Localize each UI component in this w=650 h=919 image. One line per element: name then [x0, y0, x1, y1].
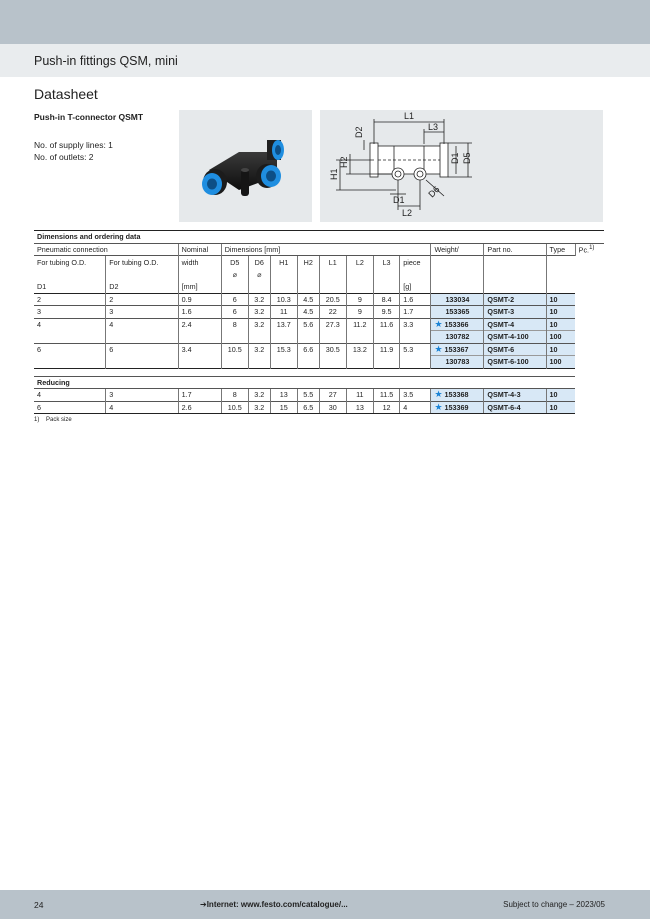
cell-pc: 10 — [546, 306, 575, 319]
cell-l3: 8.4 — [373, 293, 399, 306]
cell-l1: 30 — [319, 401, 346, 414]
cell-nominal-width: 2.6 — [178, 401, 221, 414]
header-row-2 — [34, 256, 604, 269]
cell-weight: 1.6 — [400, 293, 431, 306]
table-row — [34, 401, 604, 414]
table-caption: Dimensions and ordering data — [34, 231, 604, 244]
header-width: width — [178, 256, 221, 269]
table-row — [34, 306, 604, 319]
header-unit-g: [g] — [400, 281, 431, 294]
outlets: No. of outlets: 2 — [34, 152, 94, 162]
cell-d5: 6 — [221, 293, 248, 306]
reducing-label-row — [34, 376, 604, 389]
cell-d2: 6 — [106, 343, 178, 356]
cell-h1: 15 — [270, 401, 297, 414]
product-photo — [179, 110, 312, 222]
cell-h1: 13 — [270, 389, 297, 402]
table-row — [34, 389, 604, 402]
cell-part-no — [431, 318, 484, 331]
header-dia-d5: ⌀ — [221, 268, 248, 281]
cell-d6: 3.2 — [248, 401, 270, 414]
cell-d6: 3.2 — [248, 343, 270, 356]
header-d5: D5 — [221, 256, 248, 269]
header-pneumatic: Pneumatic connection — [34, 243, 178, 256]
dimension-diagram — [320, 110, 603, 222]
star-icon: ★ — [434, 343, 443, 354]
section-title: Datasheet — [34, 86, 98, 102]
header-pc-label: Pc. — [578, 245, 590, 255]
cell-h1: 10.3 — [270, 293, 297, 306]
dimensions-table — [34, 230, 604, 414]
cell-pc: 10 — [546, 343, 575, 356]
label-d1-bottom: D1 — [393, 195, 405, 205]
label-l1: L1 — [404, 111, 415, 121]
table-row — [34, 331, 604, 344]
cell-h2: 6.5 — [297, 401, 319, 414]
cell-weight: 5.3 — [400, 343, 431, 356]
cell-d1: 6 — [34, 343, 106, 356]
footer-note: Subject to change – 2023/05 — [503, 900, 605, 909]
supply-lines: No. of supply lines: 1 — [34, 140, 113, 150]
product-info — [34, 139, 113, 163]
top-band — [0, 0, 650, 44]
header-weight: Weight/ — [431, 243, 484, 256]
cell-d6: 3.2 — [248, 389, 270, 402]
spacer-row — [34, 368, 604, 376]
table-row — [34, 343, 604, 356]
cell-part-no: 133034 — [431, 293, 484, 306]
page-number: 24 — [34, 900, 44, 910]
part-no-value: 153368 — [444, 390, 469, 400]
cell-l2: 13 — [346, 401, 373, 414]
cell-pc: 10 — [546, 293, 575, 306]
header-row-4 — [34, 281, 604, 294]
cell-d6: 3.2 — [248, 293, 270, 306]
footnote-mark: 1) — [34, 417, 40, 423]
cell-h2: 6.6 — [297, 343, 319, 356]
cell-l2: 9 — [346, 306, 373, 319]
cell-h2: 5.5 — [297, 389, 319, 402]
label-l3: L3 — [428, 122, 439, 132]
cell-l3: 9.5 — [373, 306, 399, 319]
table-row — [34, 356, 604, 369]
cell-d1: 2 — [34, 293, 106, 306]
cell-weight: 3.3 — [400, 318, 431, 331]
cell-part-no — [431, 343, 484, 356]
cell-d5: 10.5 — [221, 343, 248, 356]
cell-part-no: 130783 — [431, 356, 484, 369]
footnote — [34, 417, 72, 423]
cell-d1: 3 — [34, 306, 106, 319]
cell-h1: 13.7 — [270, 318, 297, 331]
cell-type: QSMT-2 — [484, 293, 546, 306]
header-d2: D2 — [106, 281, 178, 294]
reducing-label: Reducing — [34, 376, 575, 389]
footnote-text: Pack size — [46, 417, 72, 423]
cell-nominal-width: 1.7 — [178, 389, 221, 402]
header-nominal: Nominal — [178, 243, 221, 256]
cell-l3: 11.6 — [373, 318, 399, 331]
cell-d5: 10.5 — [221, 401, 248, 414]
cell-l1: 22 — [319, 306, 346, 319]
table-row — [34, 318, 604, 331]
cell-d5: 6 — [221, 306, 248, 319]
part-no-value: 153369 — [444, 402, 469, 412]
label-d5: D5 — [462, 152, 472, 164]
header-pc-footnote: 1) — [589, 244, 595, 251]
cell-nominal-width: 1.6 — [178, 306, 221, 319]
cell-h1: 15.3 — [270, 343, 297, 356]
cell-l2: 9 — [346, 293, 373, 306]
header-tubing-2: For tubing O.D. — [106, 256, 178, 269]
cell-d5: 8 — [221, 318, 248, 331]
cell-type: QSMT-4-100 — [484, 331, 546, 344]
cell-h2: 4.5 — [297, 306, 319, 319]
cell-part-no: 153365 — [431, 306, 484, 319]
star-icon: ★ — [434, 318, 443, 329]
cell-l1: 27 — [319, 389, 346, 402]
cell-d1: 6 — [34, 401, 106, 414]
header-d6: D6 — [248, 256, 270, 269]
product-title: Push-in T-connector QSMT — [34, 112, 144, 122]
header-partno: Part no. — [484, 243, 546, 256]
header-row-3 — [34, 268, 604, 281]
header-dimensions: Dimensions [mm] — [221, 243, 431, 256]
header-h2: H2 — [297, 256, 319, 269]
cell-l3: 11.5 — [373, 389, 399, 402]
label-d2: D2 — [354, 126, 364, 138]
label-d6: D6 — [426, 184, 442, 200]
cell-pc: 10 — [546, 389, 575, 402]
cell-h2: 4.5 — [297, 293, 319, 306]
cell-h2: 5.6 — [297, 318, 319, 331]
dimension-drawing — [320, 110, 603, 222]
cell-type: QSMT-4 — [484, 318, 546, 331]
cell-l1: 30.5 — [319, 343, 346, 356]
cell-pc: 10 — [546, 401, 575, 414]
cell-nominal-width: 2.4 — [178, 318, 221, 331]
header-title: Push-in fittings QSM, mini — [34, 54, 178, 68]
star-icon: ★ — [434, 389, 443, 400]
cell-pc: 100 — [546, 356, 575, 369]
cell-d2: 3 — [106, 306, 178, 319]
header-d1: D1 — [37, 282, 47, 291]
cell-weight: 3.5 — [400, 389, 431, 402]
cell-d6: 3.2 — [248, 306, 270, 319]
cell-weight: 4 — [400, 401, 431, 414]
table-caption-row — [34, 231, 604, 244]
cell-part-no — [431, 401, 484, 414]
cell-l3: 11.9 — [373, 343, 399, 356]
cell-d1: 4 — [34, 389, 106, 402]
cell-d6: 3.2 — [248, 318, 270, 331]
cell-l2: 11 — [346, 389, 373, 402]
cell-part-no — [431, 389, 484, 402]
cell-d1: 4 — [34, 318, 106, 331]
header-h1: H1 — [270, 256, 297, 269]
cell-part-no: 130782 — [431, 331, 484, 344]
cell-weight: 1.7 — [400, 306, 431, 319]
label-h1: H1 — [329, 168, 339, 180]
header-l2: L2 — [346, 256, 373, 269]
cell-type: QSMT-6-4 — [484, 401, 546, 414]
header-dia-d6: ⌀ — [248, 268, 270, 281]
header-l1: L1 — [319, 256, 346, 269]
cell-h1: 11 — [270, 306, 297, 319]
label-h2: H2 — [339, 156, 349, 168]
cell-type: QSMT-3 — [484, 306, 546, 319]
cell-nominal-width: 3.4 — [178, 343, 221, 356]
cell-d2: 3 — [106, 389, 178, 402]
cell-d2: 2 — [106, 293, 178, 306]
table-row — [34, 293, 604, 306]
catalogue-link[interactable]: ➔Internet: www.festo.com/catalogue/... — [200, 900, 348, 909]
cell-l2: 13.2 — [346, 343, 373, 356]
label-d1-side: D1 — [450, 152, 460, 164]
cell-type: QSMT-4-3 — [484, 389, 546, 402]
header-piece: piece — [400, 256, 431, 269]
cell-type: QSMT-6 — [484, 343, 546, 356]
header-type: Type — [546, 243, 575, 256]
header-unit-mm: [mm] — [178, 281, 221, 294]
cell-type: QSMT-6-100 — [484, 356, 546, 369]
cell-l2: 11.2 — [346, 318, 373, 331]
cell-d2: 4 — [106, 401, 178, 414]
cell-l3: 12 — [373, 401, 399, 414]
header-pc — [575, 243, 604, 256]
cell-d2: 4 — [106, 318, 178, 331]
part-no-value: 153367 — [444, 344, 469, 354]
cell-d5: 8 — [221, 389, 248, 402]
part-no-value: 153366 — [444, 319, 469, 329]
star-icon: ★ — [434, 401, 443, 412]
cell-nominal-width: 0.9 — [178, 293, 221, 306]
header-row-1 — [34, 243, 604, 256]
cell-l1: 27.3 — [319, 318, 346, 331]
cell-pc: 10 — [546, 318, 575, 331]
header-l3: L3 — [373, 256, 399, 269]
cell-pc: 100 — [546, 331, 575, 344]
t-connector-illustration — [179, 110, 312, 222]
header-tubing-1: For tubing O.D. — [34, 256, 106, 269]
cell-l1: 20.5 — [319, 293, 346, 306]
label-l2: L2 — [402, 208, 413, 218]
